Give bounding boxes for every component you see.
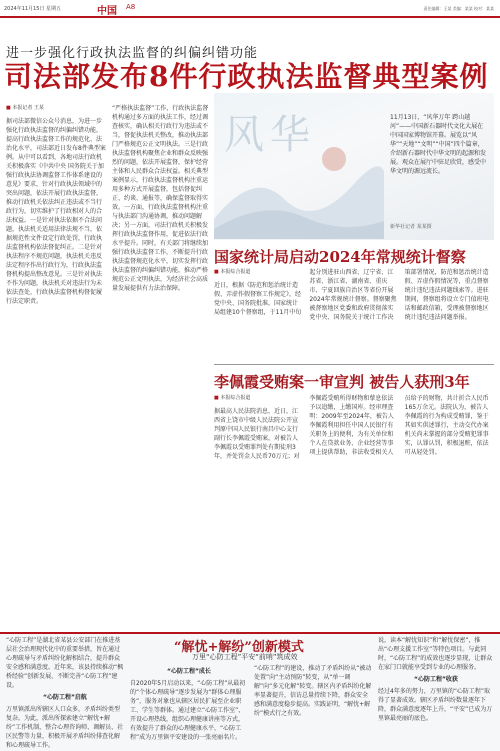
exhibition-illustration <box>214 93 494 240</box>
lead-kicker: 进一步强化行政执法监督的纠偏纠错功能 <box>6 46 259 61</box>
feature-subtitle-1: “心防工程”启航 <box>43 694 87 701</box>
feature-body-2: 自2020年5月启动以来，“心防工程”从最初的“个体心理疏导”逐步发展为“群体心理服务”，服务对象也从辖区居民扩展至企业职工、学生等群体。通过建立“心防工作室”，开设心理热线，组织心理健康讲座等方式，有效提升了群众的心理健康水平，“心防工程”成为万里镇平安建设的一张亮丽名片。 <box>130 680 246 741</box>
lead-column-2 <box>112 104 210 629</box>
story2-headline: 国家统计局启动2024年常规统计督察 <box>214 248 466 266</box>
feature-column-2 <box>130 664 248 748</box>
feature-headline: “解忧+解纷”创新模式 <box>174 640 304 655</box>
feature-body-4: 说，读本“解忧知识”和“解忧保密”，推出“心理支援工作室”等特色项目。与此同时，“心防工程”的成效也逐步显现，让群众在家门口就能享受到专业的心理服务。 <box>378 637 493 671</box>
story2-byline: ■ 本报综合报道 <box>214 268 303 277</box>
page-header <box>0 0 500 18</box>
feature-body-3: “心防工程”的建设，推动了矛盾纠纷从“被动处置”向“主动预防”转变，从“单一调解”向“多元化解”转变。辖区内矛盾纠纷化解率显著提升，信访总量持续下降，群众安全感和满意度稳步提高。实践证明，“解忧+解纷”模式行之有效。 <box>254 665 372 717</box>
feature-subtitle-4: “心防工程”收获 <box>414 676 458 683</box>
illustration-title: 风华 <box>224 112 316 158</box>
feature-subtitle-2: “心防工程”成长 <box>167 668 211 675</box>
editor-credits: 责任编辑：王某 美编：某某 校对：某某 <box>423 6 494 11</box>
page-number: A8 <box>126 3 136 11</box>
feature-column-3 <box>254 664 372 748</box>
story2-body-columns <box>214 268 494 360</box>
story-divider <box>214 364 494 365</box>
lead-byline: ■ 本报记者 王某 <box>6 104 106 113</box>
feature-intro: “心防工程”是湖北省某县公安部门在推进基层社会治理现代化中的重要举措，旨在通过心理疏导与矛盾纠纷化解相结合，提升群众安全感和满意度。近年来，该县持续推动“枫桥经验”创新发展，不断完善“心防工程”建设。 <box>6 637 124 689</box>
lead-column-1 <box>6 104 106 624</box>
photo-credit: 新华社记者 某某摄 <box>390 224 432 230</box>
feature-body-1: 万里镇派出所辖区人口众多，矛盾纠纷类型复杂。为此，派出所探索建立“解忧+解纷”工作机制，整合心理咨询师、调解员、社区民警等力量，积极开展矛盾纠纷排查化解和心理疏导工作。 <box>6 706 124 748</box>
story3-headline: 李佩霞受贿案一审宣判 被告人获刑3年 <box>214 373 470 391</box>
section-title: 中国 <box>97 6 117 17</box>
story3-body: 据最高人民法院消息，近日，江西省上饶市中级人民法院公开宣判原中国人民银行南昌中心支行副行长李佩霞受贿案，对被告人李佩霞以受贿罪判处有期徒刑3年，并处罚金人民币70万元；对李佩霞受贿所得财物和孳息依法予以追缴，上缴国库。经审理查明：2009年至2024年，被告人李佩霞利用担任中国人民银行有关职务上的便利，为有关单位和个人在贷款业务、企业经营等事项上提供帮助，非法收受相关人员给予的财物，共计折合人民币165万余元。法院认为，被告人李佩霞的行为构成受贿罪，鉴于其如实供述罪行，主动交代办案机关尚未掌握的部分受贿犯罪事实，认罪认罚，积极退赃，依法可从轻处罚。 <box>214 395 489 460</box>
issue-date: 2024年11月15日 星期五 <box>4 6 62 12</box>
lead-headline: 司法部发布8件行政执法监督典型案例 <box>4 60 489 93</box>
story3-body-columns <box>214 394 494 630</box>
feature-column-1 <box>6 636 124 748</box>
story3-byline: ■ 本报综合报道 <box>214 394 303 403</box>
story2-body: 近日，根据《防范和惩治统计造假、弄虚作假督察工作规定》，经党中央、国务院批准，国家统计局组建10个督察组，于11月中旬起分别进驻山西省、辽宁省、江苏省、浙江省、湖南省、重庆市、宁夏回族自治区等省份开展2024年常规统计督察。督察聚焦被督察地区党委和政府贯彻落实党中央、国务院关于统计工作决策部署情况，防范和惩治统计造假、弄虚作假情况等，重点督察统计违纪违法问题线索等。进驻期间，督察组将设立专门值班电话和邮政信箱，受理被督察地区统计违纪违法问题举报。 <box>214 269 489 321</box>
feature-body-4b: 经过4年多的努力，万里镇的“心防工程”取得了显著成效。辖区矛盾纠纷数量逐年下降，群众满意度逐年上升，“平安”已成为万里镇最亮丽的底色。 <box>378 688 493 722</box>
illustration-caption: 11月13日，“风华万年 跨山越河”——中国新石器时代文化大展在中国国家博物馆开幕。展览以“风华”“天地”“文明”“中国”四个篇章，介绍新石器时代中华文明的起源和发展。观众在展厅中驻足欣赏，感受中华文明的源远流长。 <box>390 114 487 175</box>
feature-column-4 <box>378 636 494 748</box>
feature-subhead: 万里“心防工程”平安“前哨”筑成效 <box>192 653 298 661</box>
lead-body: 据司法部微信公众号消息，为进一步强化行政执法监督的纠偏纠错功能，提高行政执法监督工作的规范化、法治化水平，司法部近日发布8件典型案例。从中可以看到，各地司法行政机关积极落实《中共中央 国务院关于加强行政执法协调监督工作体系建设的意见》要求，针对行政执法领域中的突出问题，依法开展行政执法监督，推动行政机关依法纠正违法或不当行政行为，切实维护了行政相对人的合法权益。一是针对执法依据不合法问题，执法机关适用法律法规不当，依据规范性文件设定行政处罚，行政执法监督机构依法督促纠正。二是针对执法程序不规范问题，执法机关违反法定程序作出行政行为，行政执法监督机构提出整改意见。三是针对执法不作为问题，执法机关对违法行为未依法查处，行政执法监督机构督促履行法定职责。 <box>6 118 106 305</box>
lead-body-cont: “严格执法监督”工作，行政执法监督机构通过多方面的执法工作，经过调查核实，确认相关行政行为违法或不当，督促执法机关整改，推动执法部门严格规范公正文明执法。三是行政执法监督机构聚焦企业和群众反映强烈的问题，依法开展监督，保护经营主体和人民群众合法权益。相关典型案例显示，行政执法监督机构注重运用多种方式开展监督，包括督促纠正、约谈、通报等，确保监督取得实效。一方面，行政执法监督机构注重与执法部门沟通协调，推动问题解决；另一方面，司法行政机关积极发挥行政执法监督作用，促进依法行政水平提升。同时，有关部门将继续加强行政执法监督工作，不断提升行政执法监督规范化水平，切实发挥行政执法监督的纠偏纠错功能，推动严格规范公正文明执法，为经济社会高质量发展提供有力法治保障。 <box>112 105 209 292</box>
mountain-artwork <box>214 129 384 239</box>
